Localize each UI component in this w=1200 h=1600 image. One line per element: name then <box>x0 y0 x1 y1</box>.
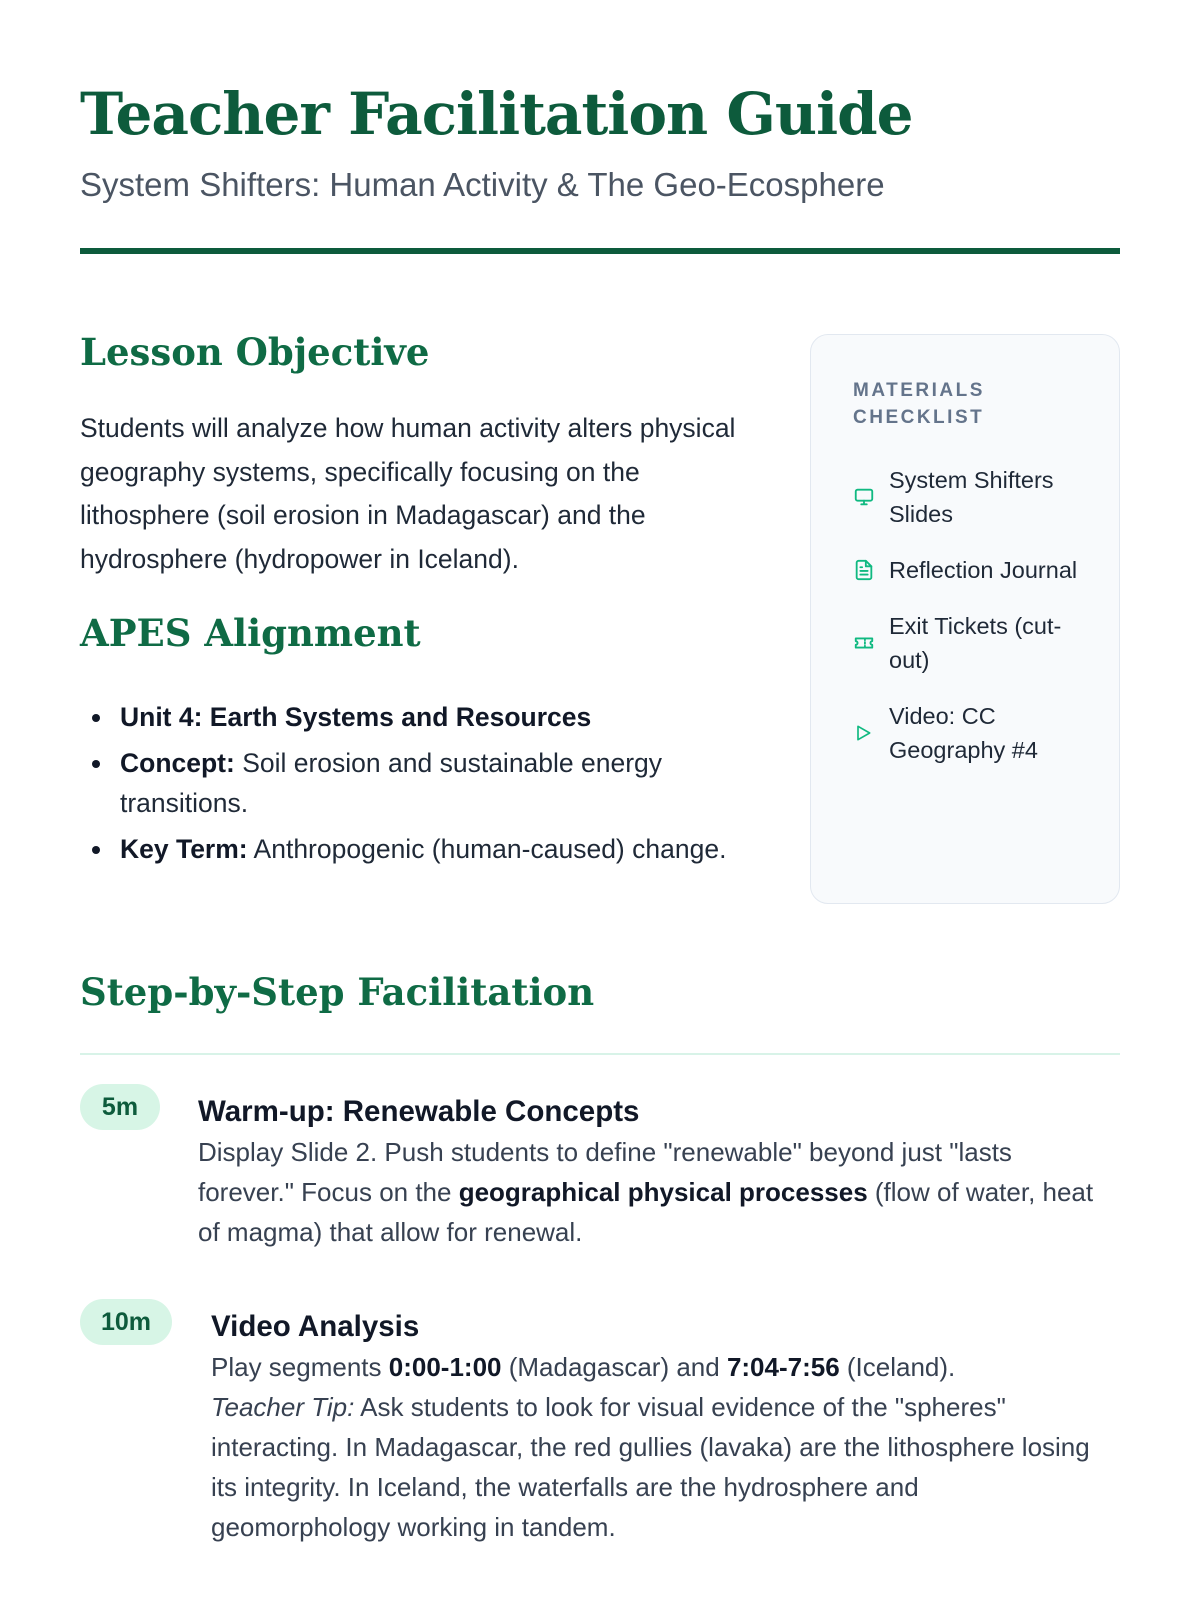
step-description <box>211 1347 1091 1547</box>
document-icon <box>853 558 879 582</box>
alignment-list <box>80 697 760 875</box>
materials-item-label: System Shifters Slides <box>889 467 1054 527</box>
step-content <box>211 1307 1091 1547</box>
materials-item-slides <box>853 463 1089 531</box>
materials-item-exit-tickets <box>853 609 1089 677</box>
step-emphasis: geographical physical processes <box>458 1177 868 1207</box>
step-text-part: Ask students to look for visual evidence of the "spheres" interacting. In Madagascar, the red gullies (lavaka) are the lithosphere losing its integrity. In Iceland, the waterfalls are the hydrosphere and geomorphology working in tandem. <box>211 1392 1090 1542</box>
materials-item-video <box>853 699 1089 767</box>
step-text-part: Play segments <box>211 1352 389 1382</box>
step-timestamp: 7:04-7:56 <box>726 1352 840 1382</box>
step-section-divider <box>80 1053 1120 1055</box>
time-badge: 10m <box>80 1299 172 1345</box>
ticket-icon <box>853 632 879 654</box>
teacher-tip-label: Teacher Tip: <box>211 1392 355 1422</box>
materials-item-label: Video: CC Geography #4 <box>889 703 1038 763</box>
materials-list <box>853 463 1089 767</box>
lesson-objective-text: Students will analyze how human activity alters physical geography systems, specifically focusing on the lithosphere (soil erosion in Madagascar) and the hydrosphere (hydropower in Iceland). <box>80 413 736 574</box>
bullet-dot <box>92 760 100 768</box>
header-divider <box>80 248 1120 254</box>
page-subtitle: System Shifters: Human Activity & The Geo-Ecosphere <box>80 166 885 203</box>
play-icon <box>853 723 879 743</box>
step-title: Video Analysis <box>211 1310 420 1343</box>
step-timestamp: 0:00-1:00 <box>388 1352 502 1382</box>
step-description <box>198 1132 1108 1252</box>
time-badge: 5m <box>80 1084 160 1130</box>
materials-item-journal <box>853 553 1089 587</box>
alignment-concept-label: Concept: <box>120 748 235 778</box>
bullet-dot <box>92 846 100 854</box>
step-title: Warm-up: Renewable Concepts <box>198 1095 640 1128</box>
materials-item-label: Reflection Journal <box>889 557 1078 583</box>
step-text-part: Display Slide 2. Push students to define "renewable" beyond just "lasts forever." Focus on the <box>198 1137 1012 1207</box>
step-text-part: (Madagascar) and <box>501 1352 727 1382</box>
page-title: Teacher Facilitation Guide <box>80 80 913 148</box>
step-text-part: (flow of water, heat of magma) that allow for renewal. <box>198 1177 1094 1247</box>
apes-alignment-heading: APES Alignment <box>80 611 421 655</box>
alignment-unit-label: Unit 4: Earth Systems and Resources <box>120 702 592 732</box>
alignment-item-key-term <box>80 829 760 869</box>
step-by-step-heading: Step-by-Step Facilitation <box>80 970 595 1014</box>
materials-item-label: Exit Tickets (cut-out) <box>889 613 1062 673</box>
alignment-item-unit <box>80 697 760 737</box>
alignment-key-term-label: Key Term: <box>120 834 248 864</box>
monitor-icon <box>853 486 879 508</box>
alignment-concept-text: Soil erosion and sustainable energy transitions. <box>120 748 663 818</box>
alignment-item-concept <box>80 743 760 823</box>
alignment-key-term-text: Anthropogenic (human-caused) change. <box>247 834 727 864</box>
materials-checklist-card <box>810 334 1120 904</box>
lesson-objective-heading: Lesson Objective <box>80 330 430 374</box>
step-text-part: (Iceland). <box>839 1352 956 1382</box>
step-content <box>198 1092 1108 1252</box>
bullet-dot <box>92 714 100 722</box>
materials-checklist-title: MATERIALS CHECKLIST <box>853 380 985 428</box>
